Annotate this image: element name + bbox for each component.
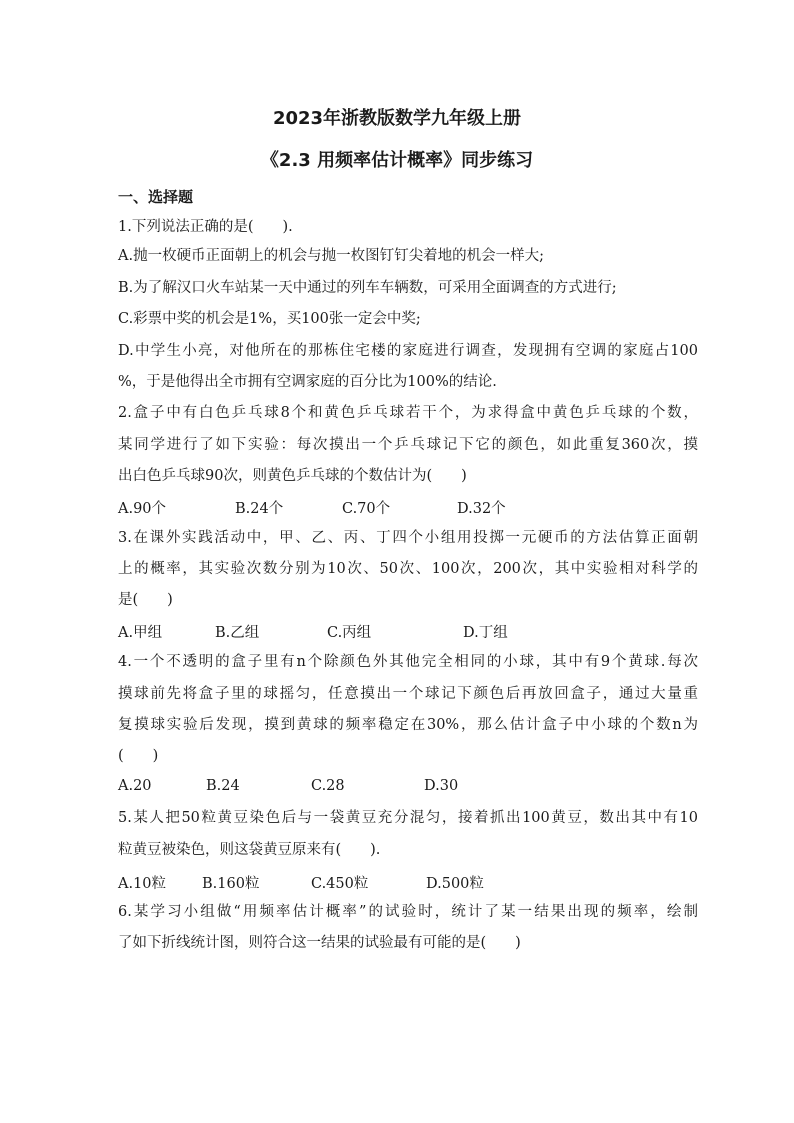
q3-option-a: A.甲组 <box>118 625 163 641</box>
q4-stem-line2: 摸球前先将盒子里的球摇匀，任意摸出一个球记下颜色后再放回盒子，通过大量重 <box>118 686 698 702</box>
section-heading: 一、选择题 <box>118 188 194 206</box>
q4-option-a: A.20 <box>118 778 152 794</box>
q4-option-d: D.30 <box>424 778 459 794</box>
q1-option-d-line1: D.中学生小亮，对他所在的那栋住宅楼的家庭进行调查，发现拥有空调的家庭占100 <box>118 343 698 359</box>
q2-options <box>118 497 698 515</box>
q3-options <box>118 621 698 639</box>
q2-option-d: D.32个 <box>457 501 506 517</box>
document-title: 2023年浙教版数学九年级上册 <box>272 108 522 129</box>
q5-option-c: C.450粒 <box>311 876 369 892</box>
q2-option-c: C.70个 <box>342 501 391 517</box>
document-subtitle: 《2.3 用频率估计概率》同步练习 <box>260 150 534 171</box>
q2-stem-line3: 出白色乒乓球90次，则黄色乒乓球的个数估计为( ) <box>118 468 467 484</box>
q4-stem-line1: 4.一个不透明的盒子里有n个除颜色外其他完全相同的小球，其中有9个黄球.每次 <box>118 654 698 670</box>
q1-stem: 1.下列说法正确的是( ). <box>118 219 293 235</box>
q3-stem-line1: 3.在课外实践活动中，甲、乙、丙、丁四个小组用投掷一元硬币的方法估算正面朝 <box>118 530 698 546</box>
q5-option-a: A.10粒 <box>118 876 167 892</box>
q5-option-b: B.160粒 <box>202 876 260 892</box>
q5-option-d: D.500粒 <box>426 876 484 892</box>
q4-stem-line3: 复摸球实验后发现，摸到黄球的频率稳定在30%，那么估计盒子中小球的个数n为 <box>118 717 698 733</box>
q1-option-b: B.为了解汉口火车站某一天中通过的列车车辆数，可采用全面调查的方式进行; <box>118 280 617 296</box>
q1-option-a: A.抛一枚硬币正面朝上的机会与抛一枚图钉钉尖着地的机会一样大; <box>118 248 544 264</box>
q1-option-c: C.彩票中奖的机会是1%，买100张一定会中奖; <box>118 311 421 327</box>
q3-option-d: D.丁组 <box>463 625 508 641</box>
q6-stem-line1: 6.某学习小组做“用频率估计概率”的试验时，统计了某一结果出现的频率，绘制 <box>118 904 698 920</box>
q6-stem-line2: 了如下折线统计图，则符合这一结果的试验最有可能的是( ) <box>118 935 521 951</box>
q4-option-b: B.24 <box>206 778 240 794</box>
q5-stem-line2: 粒黄豆被染色，则这袋黄豆原来有( ). <box>118 842 381 858</box>
q3-stem-line3: 是( ) <box>118 592 173 608</box>
q2-stem-line2: 某同学进行了如下实验：每次摸出一个乒乓球记下它的颜色，如此重复360次，摸 <box>118 437 698 453</box>
q4-stem-line4: ( ) <box>118 748 159 764</box>
q2-option-b: B.24个 <box>235 501 284 517</box>
q4-options <box>118 778 698 796</box>
q2-stem-line1: 2.盒子中有白色乒乓球8个和黄色乒乓球若干个，为求得盒中黄色乒乓球的个数， <box>118 405 698 421</box>
q3-stem-line2: 上的概率，其实验次数分别为10次、50次、100次，200次，其中实验相对科学的 <box>118 561 698 577</box>
q3-option-b: B.乙组 <box>215 625 260 641</box>
q5-stem-line1: 5.某人把50粒黄豆染色后与一袋黄豆充分混匀，接着抓出100黄豆，数出其中有10 <box>118 810 698 826</box>
q4-option-c: C.28 <box>311 778 345 794</box>
q3-option-c: C.丙组 <box>327 625 372 641</box>
q1-option-d-line2: %，于是他得出全市拥有空调家庭的百分比为100%的结论. <box>118 374 497 390</box>
q2-option-a: A.90个 <box>118 501 167 517</box>
q5-options <box>118 872 698 890</box>
